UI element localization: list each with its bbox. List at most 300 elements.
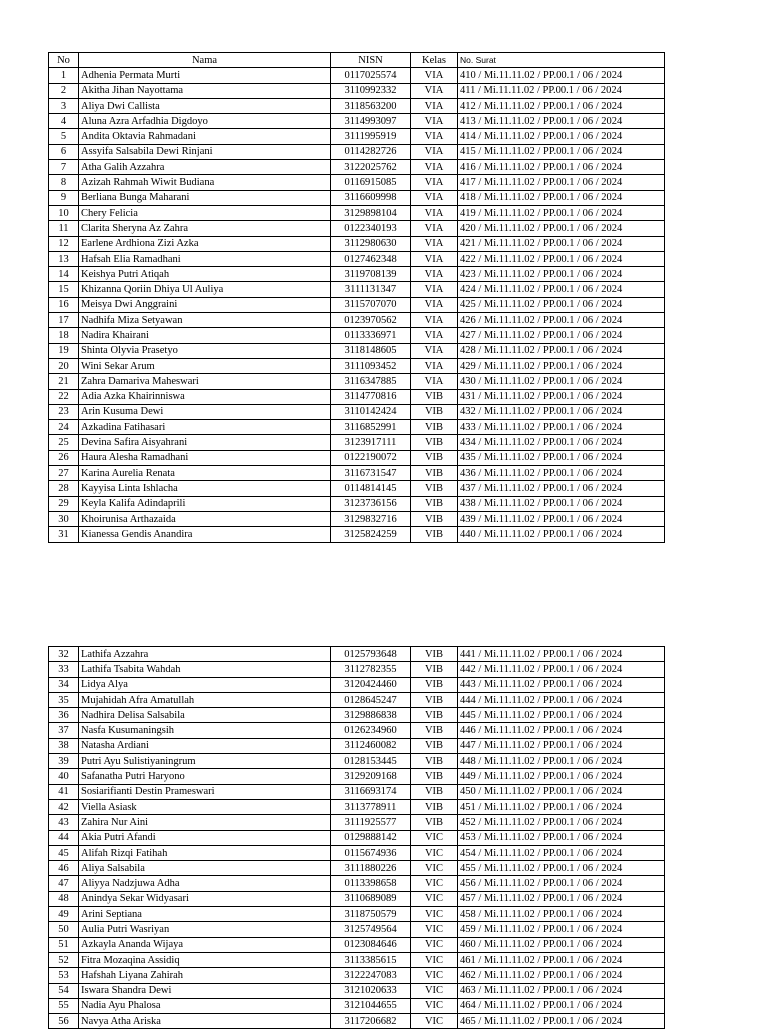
student-nisn: 3116347885	[331, 374, 411, 389]
table-row	[49, 404, 665, 419]
student-name: Lathifa Tsabita Wahdah	[79, 662, 331, 677]
letter-number: 448 / Mi.11.11.02 / PP.00.1 / 06 / 2024	[458, 754, 665, 769]
row-number: 8	[49, 175, 79, 190]
student-nisn: 3123736156	[331, 496, 411, 511]
student-nisn: 3129209168	[331, 769, 411, 784]
student-nisn: 3122247083	[331, 968, 411, 983]
table-row	[49, 922, 665, 937]
table-row	[49, 144, 665, 159]
row-number: 52	[49, 952, 79, 967]
student-name: Berliana Bunga Maharani	[79, 190, 331, 205]
student-class: VIC	[411, 968, 458, 983]
student-nisn: 0114814145	[331, 481, 411, 496]
student-class: VIB	[411, 708, 458, 723]
table-body	[49, 647, 665, 1029]
student-class: VIA	[411, 144, 458, 159]
row-number: 41	[49, 784, 79, 799]
student-class: VIA	[411, 297, 458, 312]
student-nisn: 0113398658	[331, 876, 411, 891]
letter-number: 436 / Mi.11.11.02 / PP.00.1 / 06 / 2024	[458, 466, 665, 481]
row-number: 35	[49, 692, 79, 707]
student-name: Zahira Nur Aini	[79, 815, 331, 830]
student-nisn: 3111093452	[331, 358, 411, 373]
table-row	[49, 527, 665, 542]
student-class: VIB	[411, 420, 458, 435]
student-nisn: 0115674936	[331, 845, 411, 860]
row-number: 51	[49, 937, 79, 952]
table-row	[49, 784, 665, 799]
student-nisn: 0127462348	[331, 251, 411, 266]
letter-number: 461 / Mi.11.11.02 / PP.00.1 / 06 / 2024	[458, 952, 665, 967]
student-class: VIC	[411, 861, 458, 876]
table-row	[49, 708, 665, 723]
table-row	[49, 190, 665, 205]
student-name: Meisya Dwi Anggraini	[79, 297, 331, 312]
letter-number: 431 / Mi.11.11.02 / PP.00.1 / 06 / 2024	[458, 389, 665, 404]
row-number: 25	[49, 435, 79, 450]
row-number: 53	[49, 968, 79, 983]
table-row	[49, 968, 665, 983]
student-class: VIB	[411, 527, 458, 542]
header-no: No	[49, 53, 79, 68]
row-number: 43	[49, 815, 79, 830]
table-row	[49, 769, 665, 784]
student-nisn: 3116731547	[331, 466, 411, 481]
student-class: VIB	[411, 450, 458, 465]
student-name: Karina Aurelia Renata	[79, 466, 331, 481]
letter-number: 441 / Mi.11.11.02 / PP.00.1 / 06 / 2024	[458, 647, 665, 662]
student-name: Aliya Dwi Callista	[79, 98, 331, 113]
table-row	[49, 496, 665, 511]
student-nisn: 0126234960	[331, 723, 411, 738]
row-number: 23	[49, 404, 79, 419]
row-number: 39	[49, 754, 79, 769]
letter-number: 455 / Mi.11.11.02 / PP.00.1 / 06 / 2024	[458, 861, 665, 876]
table-row	[49, 175, 665, 190]
student-class: VIC	[411, 1014, 458, 1029]
letter-number: 435 / Mi.11.11.02 / PP.00.1 / 06 / 2024	[458, 450, 665, 465]
student-nisn: 3122025762	[331, 160, 411, 175]
student-name: Khizanna Qoriin Dhiya Ul Auliya	[79, 282, 331, 297]
student-nisn: 3114770816	[331, 389, 411, 404]
letter-number: 464 / Mi.11.11.02 / PP.00.1 / 06 / 2024	[458, 998, 665, 1013]
letter-number: 423 / Mi.11.11.02 / PP.00.1 / 06 / 2024	[458, 267, 665, 282]
student-class: VIA	[411, 343, 458, 358]
table-row	[49, 692, 665, 707]
student-class: VIA	[411, 205, 458, 220]
letter-number: 412 / Mi.11.11.02 / PP.00.1 / 06 / 2024	[458, 98, 665, 113]
student-name: Assyifa Salsabila Dewi Rinjani	[79, 144, 331, 159]
letter-number: 429 / Mi.11.11.02 / PP.00.1 / 06 / 2024	[458, 358, 665, 373]
student-name: Sosiarifianti Destin Prameswari	[79, 784, 331, 799]
letter-number: 437 / Mi.11.11.02 / PP.00.1 / 06 / 2024	[458, 481, 665, 496]
letter-number: 422 / Mi.11.11.02 / PP.00.1 / 06 / 2024	[458, 251, 665, 266]
student-nisn: 0128645247	[331, 692, 411, 707]
student-class: VIA	[411, 221, 458, 236]
table-row	[49, 738, 665, 753]
student-class: VIB	[411, 677, 458, 692]
student-nisn: 3121020633	[331, 983, 411, 998]
row-number: 49	[49, 907, 79, 922]
student-nisn: 3116852991	[331, 420, 411, 435]
letter-number: 450 / Mi.11.11.02 / PP.00.1 / 06 / 2024	[458, 784, 665, 799]
row-number: 20	[49, 358, 79, 373]
table-row	[49, 983, 665, 998]
letter-number: 442 / Mi.11.11.02 / PP.00.1 / 06 / 2024	[458, 662, 665, 677]
student-name: Azkadina Fatihasari	[79, 420, 331, 435]
student-nisn: 3118750579	[331, 907, 411, 922]
letter-number: 424 / Mi.11.11.02 / PP.00.1 / 06 / 2024	[458, 282, 665, 297]
student-name: Anindya Sekar Widyasari	[79, 891, 331, 906]
student-class: VIB	[411, 496, 458, 511]
student-class: VIA	[411, 83, 458, 98]
table-row	[49, 114, 665, 129]
student-class: VIA	[411, 175, 458, 190]
table-row	[49, 511, 665, 526]
table-row	[49, 420, 665, 435]
row-number: 13	[49, 251, 79, 266]
letter-number: 419 / Mi.11.11.02 / PP.00.1 / 06 / 2024	[458, 205, 665, 220]
header-kelas: Kelas	[411, 53, 458, 68]
student-class: VIC	[411, 998, 458, 1013]
table-row	[49, 328, 665, 343]
student-nisn: 3123917111	[331, 435, 411, 450]
student-class: VIC	[411, 891, 458, 906]
letter-number: 411 / Mi.11.11.02 / PP.00.1 / 06 / 2024	[458, 83, 665, 98]
student-nisn: 0125793648	[331, 647, 411, 662]
table-row	[49, 662, 665, 677]
student-name: Adia Azka Khairinniswa	[79, 389, 331, 404]
student-nisn: 3114993097	[331, 114, 411, 129]
student-name: Khoirunisa Arthazaida	[79, 511, 331, 526]
student-name: Alifah Rizqi Fatihah	[79, 845, 331, 860]
student-nisn: 3129886838	[331, 708, 411, 723]
student-class: VIC	[411, 845, 458, 860]
student-class: VIB	[411, 662, 458, 677]
row-number: 11	[49, 221, 79, 236]
student-nisn: 0122190072	[331, 450, 411, 465]
student-name: Arin Kusuma Dewi	[79, 404, 331, 419]
student-name: Navya Atha Ariska	[79, 1014, 331, 1029]
student-nisn: 3111131347	[331, 282, 411, 297]
student-name: Keishya Putri Atiqah	[79, 267, 331, 282]
student-name: Atha Galih Azzahra	[79, 160, 331, 175]
row-number: 22	[49, 389, 79, 404]
student-class: VIB	[411, 435, 458, 450]
student-name: Kianessa Gendis Anandira	[79, 527, 331, 542]
table-row	[49, 754, 665, 769]
letter-number: 447 / Mi.11.11.02 / PP.00.1 / 06 / 2024	[458, 738, 665, 753]
letter-number: 453 / Mi.11.11.02 / PP.00.1 / 06 / 2024	[458, 830, 665, 845]
row-number: 27	[49, 466, 79, 481]
row-number: 24	[49, 420, 79, 435]
row-number: 29	[49, 496, 79, 511]
letter-number: 410 / Mi.11.11.02 / PP.00.1 / 06 / 2024	[458, 68, 665, 83]
student-name: Viella Asiask	[79, 799, 331, 814]
row-number: 10	[49, 205, 79, 220]
student-nisn: 3129898104	[331, 205, 411, 220]
student-class: VIC	[411, 983, 458, 998]
letter-number: 462 / Mi.11.11.02 / PP.00.1 / 06 / 2024	[458, 968, 665, 983]
table-row	[49, 845, 665, 860]
student-name: Wini Sekar Arum	[79, 358, 331, 373]
student-class: VIB	[411, 647, 458, 662]
student-nisn: 3111880226	[331, 861, 411, 876]
student-name: Zahra Damariva Maheswari	[79, 374, 331, 389]
letter-number: 427 / Mi.11.11.02 / PP.00.1 / 06 / 2024	[458, 328, 665, 343]
student-class: VIC	[411, 937, 458, 952]
table-row	[49, 83, 665, 98]
row-number: 48	[49, 891, 79, 906]
student-nisn: 3113778911	[331, 799, 411, 814]
table-row	[49, 358, 665, 373]
table-row	[49, 374, 665, 389]
header-nama: Nama	[79, 53, 331, 68]
student-nisn: 3117206682	[331, 1014, 411, 1029]
table-row	[49, 677, 665, 692]
student-class: VIB	[411, 769, 458, 784]
row-number: 6	[49, 144, 79, 159]
table-row	[49, 450, 665, 465]
student-class: VIB	[411, 404, 458, 419]
student-class: VIA	[411, 160, 458, 175]
student-class: VIB	[411, 754, 458, 769]
letter-number: 449 / Mi.11.11.02 / PP.00.1 / 06 / 2024	[458, 769, 665, 784]
row-number: 12	[49, 236, 79, 251]
row-number: 44	[49, 830, 79, 845]
student-name: Aliyya Nadzjuwa Adha	[79, 876, 331, 891]
table-row	[49, 389, 665, 404]
student-name: Shinta Olyvia Prasetyo	[79, 343, 331, 358]
student-class: VIC	[411, 907, 458, 922]
letter-number: 417 / Mi.11.11.02 / PP.00.1 / 06 / 2024	[458, 175, 665, 190]
row-number: 1	[49, 68, 79, 83]
table-row	[49, 815, 665, 830]
table-row	[49, 297, 665, 312]
row-number: 7	[49, 160, 79, 175]
letter-number: 420 / Mi.11.11.02 / PP.00.1 / 06 / 2024	[458, 221, 665, 236]
student-name: Kayyisa Linta Ishlacha	[79, 481, 331, 496]
table-row	[49, 129, 665, 144]
student-nisn: 3125824259	[331, 527, 411, 542]
table-row	[49, 236, 665, 251]
student-nisn: 0117025574	[331, 68, 411, 83]
student-nisn: 0122340193	[331, 221, 411, 236]
student-class: VIB	[411, 692, 458, 707]
student-name: Fitra Mozaqina Assidiq	[79, 952, 331, 967]
letter-number: 425 / Mi.11.11.02 / PP.00.1 / 06 / 2024	[458, 297, 665, 312]
table-row	[49, 1014, 665, 1029]
student-class: VIA	[411, 98, 458, 113]
student-nisn: 3111995919	[331, 129, 411, 144]
student-class: VIB	[411, 723, 458, 738]
student-class: VIC	[411, 952, 458, 967]
student-name: Aliya Salsabila	[79, 861, 331, 876]
student-nisn: 3119708139	[331, 267, 411, 282]
table-row	[49, 861, 665, 876]
letter-number: 439 / Mi.11.11.02 / PP.00.1 / 06 / 2024	[458, 511, 665, 526]
student-class: VIA	[411, 328, 458, 343]
letter-number: 446 / Mi.11.11.02 / PP.00.1 / 06 / 2024	[458, 723, 665, 738]
student-class: VIB	[411, 466, 458, 481]
student-class: VIA	[411, 129, 458, 144]
student-name: Devina Safira Aisyahrani	[79, 435, 331, 450]
row-number: 15	[49, 282, 79, 297]
table-row	[49, 876, 665, 891]
student-name: Lathifa Azzahra	[79, 647, 331, 662]
row-number: 31	[49, 527, 79, 542]
header-nisn: NISN	[331, 53, 411, 68]
letter-number: 465 / Mi.11.11.02 / PP.00.1 / 06 / 2024	[458, 1014, 665, 1029]
student-class: VIC	[411, 876, 458, 891]
row-number: 46	[49, 861, 79, 876]
student-class: VIB	[411, 815, 458, 830]
student-nisn: 0116915085	[331, 175, 411, 190]
student-name: Azizah Rahmah Wiwit Budiana	[79, 175, 331, 190]
row-number: 5	[49, 129, 79, 144]
student-name: Haura Alesha Ramadhani	[79, 450, 331, 465]
student-name: Azkayla Ananda Wijaya	[79, 937, 331, 952]
student-name: Chery Felicia	[79, 205, 331, 220]
student-name: Aulia Putri Wasriyan	[79, 922, 331, 937]
letter-number: 414 / Mi.11.11.02 / PP.00.1 / 06 / 2024	[458, 129, 665, 144]
letter-number: 413 / Mi.11.11.02 / PP.00.1 / 06 / 2024	[458, 114, 665, 129]
row-number: 55	[49, 998, 79, 1013]
letter-number: 443 / Mi.11.11.02 / PP.00.1 / 06 / 2024	[458, 677, 665, 692]
student-table-page-2	[48, 646, 665, 1029]
student-table-page-1	[48, 52, 665, 543]
table-row	[49, 998, 665, 1013]
student-nisn: 3112460082	[331, 738, 411, 753]
student-nisn: 3110992332	[331, 83, 411, 98]
table-row	[49, 723, 665, 738]
table-row	[49, 952, 665, 967]
table-row	[49, 435, 665, 450]
student-nisn: 0128153445	[331, 754, 411, 769]
student-nisn: 3116693174	[331, 784, 411, 799]
student-nisn: 3110689089	[331, 891, 411, 906]
table-row	[49, 343, 665, 358]
student-class: VIC	[411, 922, 458, 937]
header-no-surat: No. Surat	[458, 53, 665, 68]
table-row	[49, 907, 665, 922]
row-number: 33	[49, 662, 79, 677]
row-number: 26	[49, 450, 79, 465]
student-name: Putri Ayu Sulistiyaningrum	[79, 754, 331, 769]
student-nisn: 0123970562	[331, 313, 411, 328]
student-name: Mujahidah Afra Amatullah	[79, 692, 331, 707]
row-number: 50	[49, 922, 79, 937]
student-class: VIB	[411, 511, 458, 526]
student-name: Iswara Shandra Dewi	[79, 983, 331, 998]
student-class: VIB	[411, 784, 458, 799]
row-number: 42	[49, 799, 79, 814]
student-class: VIA	[411, 282, 458, 297]
student-name: Hafsah Elia Ramadhani	[79, 251, 331, 266]
row-number: 16	[49, 297, 79, 312]
row-number: 19	[49, 343, 79, 358]
table-row	[49, 282, 665, 297]
table-row	[49, 251, 665, 266]
student-nisn: 3125749564	[331, 922, 411, 937]
student-class: VIA	[411, 267, 458, 282]
row-number: 9	[49, 190, 79, 205]
student-nisn: 0114282726	[331, 144, 411, 159]
student-name: Lidya Alya	[79, 677, 331, 692]
letter-number: 454 / Mi.11.11.02 / PP.00.1 / 06 / 2024	[458, 845, 665, 860]
table-row	[49, 160, 665, 175]
row-number: 38	[49, 738, 79, 753]
row-number: 34	[49, 677, 79, 692]
student-nisn: 3118148605	[331, 343, 411, 358]
letter-number: 459 / Mi.11.11.02 / PP.00.1 / 06 / 2024	[458, 922, 665, 937]
student-nisn: 3111925577	[331, 815, 411, 830]
letter-number: 430 / Mi.11.11.02 / PP.00.1 / 06 / 2024	[458, 374, 665, 389]
table-row	[49, 481, 665, 496]
student-name: Andita Oktavia Rahmadani	[79, 129, 331, 144]
student-class: VIA	[411, 358, 458, 373]
student-name: Nadira Khairani	[79, 328, 331, 343]
table-row	[49, 647, 665, 662]
student-class: VIA	[411, 190, 458, 205]
table-row	[49, 799, 665, 814]
letter-number: 440 / Mi.11.11.02 / PP.00.1 / 06 / 2024	[458, 527, 665, 542]
letter-number: 458 / Mi.11.11.02 / PP.00.1 / 06 / 2024	[458, 907, 665, 922]
student-name: Clarita Sheryna Az Zahra	[79, 221, 331, 236]
row-number: 17	[49, 313, 79, 328]
student-nisn: 3112980630	[331, 236, 411, 251]
row-number: 28	[49, 481, 79, 496]
letter-number: 438 / Mi.11.11.02 / PP.00.1 / 06 / 2024	[458, 496, 665, 511]
table-row	[49, 267, 665, 282]
student-name: Hafshah Liyana Zahirah	[79, 968, 331, 983]
letter-number: 444 / Mi.11.11.02 / PP.00.1 / 06 / 2024	[458, 692, 665, 707]
row-number: 37	[49, 723, 79, 738]
student-nisn: 3112782355	[331, 662, 411, 677]
row-number: 14	[49, 267, 79, 282]
letter-number: 426 / Mi.11.11.02 / PP.00.1 / 06 / 2024	[458, 313, 665, 328]
student-nisn: 3110142424	[331, 404, 411, 419]
student-name: Adhenia Permata Murti	[79, 68, 331, 83]
table-row	[49, 937, 665, 952]
student-class: VIB	[411, 389, 458, 404]
table-row	[49, 221, 665, 236]
student-class: VIA	[411, 68, 458, 83]
student-name: Nadia Ayu Phalosa	[79, 998, 331, 1013]
student-class: VIA	[411, 313, 458, 328]
student-class: VIB	[411, 738, 458, 753]
student-nisn: 3113385615	[331, 952, 411, 967]
table-header-row	[49, 53, 665, 68]
row-number: 4	[49, 114, 79, 129]
row-number: 2	[49, 83, 79, 98]
letter-number: 428 / Mi.11.11.02 / PP.00.1 / 06 / 2024	[458, 343, 665, 358]
table-row	[49, 205, 665, 220]
letter-number: 433 / Mi.11.11.02 / PP.00.1 / 06 / 2024	[458, 420, 665, 435]
student-name: Earlene Ardhiona Zizi Azka	[79, 236, 331, 251]
student-nisn: 0129888142	[331, 830, 411, 845]
student-name: Akia Putri Afandi	[79, 830, 331, 845]
letter-number: 457 / Mi.11.11.02 / PP.00.1 / 06 / 2024	[458, 891, 665, 906]
student-name: Akitha Jihan Nayottama	[79, 83, 331, 98]
student-nisn: 3115707070	[331, 297, 411, 312]
letter-number: 445 / Mi.11.11.02 / PP.00.1 / 06 / 2024	[458, 708, 665, 723]
student-name: Natasha Ardiani	[79, 738, 331, 753]
student-name: Nadhira Delisa Salsabila	[79, 708, 331, 723]
letter-number: 415 / Mi.11.11.02 / PP.00.1 / 06 / 2024	[458, 144, 665, 159]
student-nisn: 0123084646	[331, 937, 411, 952]
student-nisn: 3121044655	[331, 998, 411, 1013]
